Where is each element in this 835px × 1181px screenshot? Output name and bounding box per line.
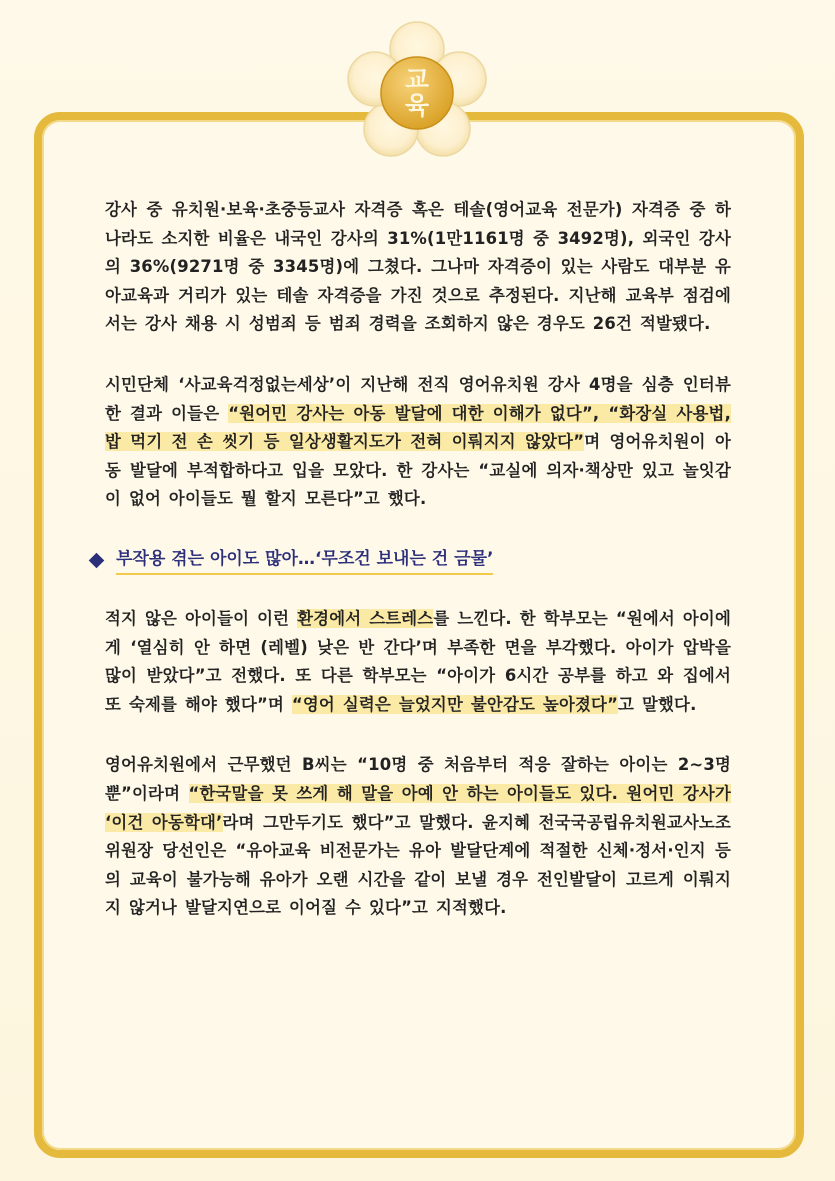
emblem-text-top: 교 xyxy=(404,65,430,94)
section-heading xyxy=(89,546,731,575)
paragraph-3-part-e: 고 말했다. xyxy=(618,694,697,714)
diamond-bullet-icon xyxy=(89,553,105,569)
paragraph-3 xyxy=(105,605,731,719)
paragraph-1: 강사 중 유치원·보육·초중등교사 자격증 혹은 테솔(영어교육 전문가) 자격증 중 하나라도 소지한 비율은 내국인 강사의 31%(1만1161명 중 3492명), 외국인 강사의 36%(9271명 중 3345명)에 그쳤다. 그나마 자격증이 있는 사람도 대부분 유아교육과 거리가 있는 테솔 자격증을 가진 것으로 추정된다. 지난해 교육부 점검에서는 강사 채용 시 성범죄 등 범죄 경력을 조회하지 않은 경우도 26건 적발됐다. xyxy=(105,200,731,334)
paragraph-3-part-c: 를 느낀다. 한 학부모는 “원에서 아이에게 ‘열심히 안 하면 (레벨) 낮은 반 간다’며 부족한 면을 부각했다. 아이가 압박을 많이 받았다”고 전했다. 또 다른 학부모는 “아이가 6시간 공부를 하고 와 집에서 또 숙제를 해야 했다”며 xyxy=(105,608,731,714)
paragraph-4-part-a: 영어유치원에서 근무했던 B씨는 “10명 중 처음부터 적응 잘하는 아이는 2∼3명뿐”이라며 xyxy=(105,755,731,803)
article-body xyxy=(105,196,731,955)
section-heading-text: 부작용 겪는 아이도 많아…‘무조건 보내는 건 금물’ xyxy=(116,546,493,575)
paragraph-4-highlight: “한국말을 못 쓰게 해 말을 아예 안 하는 아이들도 있다. 원어민 강사가 ‘이건 아동학대’ xyxy=(105,783,731,832)
paragraph-4 xyxy=(105,751,731,923)
paragraph-2 xyxy=(105,371,731,514)
paragraph-2-part-c: 며 영어유치원이 아동 발달에 부적합하다고 입을 모았다. 한 강사는 “교실에 의자·책상만 있고 놀잇감이 없어 아이들도 뭘 할지 모른다”고 했다. xyxy=(105,432,731,509)
paragraph-2-part-a: 시민단체 ‘사교육걱정없는세상’이 지난해 전직 영어유치원 강사 4명을 심층 인터뷰한 결과 이들은 xyxy=(105,374,731,423)
emblem-text-bottom: 육 xyxy=(404,91,430,120)
edu-flower-emblem-icon xyxy=(344,20,490,166)
paragraph-4-part-c: 라며 그만두기도 했다”고 말했다. 윤지혜 전국국공립유치원교사노조 위원장 당선인은 “유아교육 비전문가는 유아 발달단계에 적절한 신체·정서·인지 등의 교육이 불가능해 유아가 오랜 시간을 같이 보낼 경우 전인발달이 고르게 이뤄지지 않거나 발달지연으로 이어질 수 있다”고 지적했다. xyxy=(105,812,731,918)
paragraph-3-part-a: 적지 않은 아이들이 이런 xyxy=(105,608,298,628)
paragraph-3-highlight-2: “영어 실력은 늘었지만 불안감도 높아졌다” xyxy=(291,694,619,714)
paragraph-2-highlight: “원어민 강사는 아동 발달에 대한 이해가 없다”, “화장실 사용법, 밥 먹기 전 손 씻기 등 일상생활지도가 전혀 이뤄지지 않았다” xyxy=(105,403,731,452)
paragraph-3-highlight-1: 환경에서 스트레스 xyxy=(297,608,434,628)
